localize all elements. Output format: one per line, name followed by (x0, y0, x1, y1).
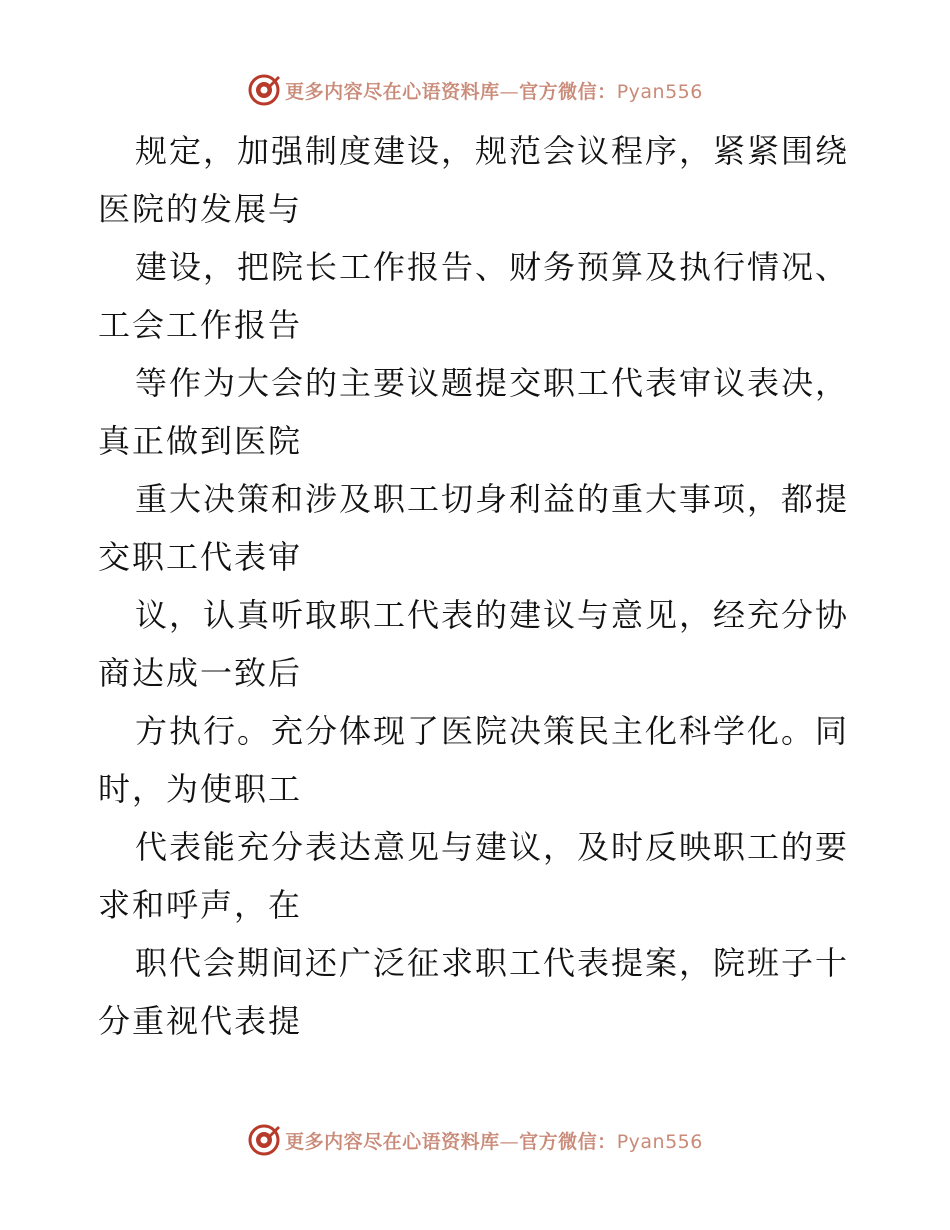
header-banner-text (285, 77, 703, 104)
footer-banner-wechat-id: Pyan556 (616, 1130, 703, 1153)
brand-logo-icon (247, 73, 281, 107)
paragraph-7: 代表能充分表达意见与建议，及时反映职工的要求和呼声，在 (98, 828, 850, 924)
footer-banner-text (285, 1127, 703, 1154)
header-banner-wechat-label: 官方微信： (519, 80, 617, 103)
footer-banner-main: 更多内容尽在心语资料库 (285, 1130, 500, 1153)
footer-banner-wechat-label: 官方微信： (519, 1130, 617, 1153)
paragraph-4: 重大决策和涉及职工切身利益的重大事项，都提交职工代表审 (98, 480, 850, 576)
paragraph-8: 职代会期间还广泛征求职工代表提案，院班子十分重视代表提 (98, 944, 850, 1040)
header-banner-separator: — (499, 80, 520, 103)
footer-banner (0, 1120, 950, 1160)
paragraph-3: 等作为大会的主要议题提交职工代表审议表决，真正做到医院 (98, 364, 850, 460)
header-banner-main: 更多内容尽在心语资料库 (285, 80, 500, 103)
paragraph-1: 规定，加强制度建设，规范会议程序，紧紧围绕医院的发展与 (98, 132, 850, 228)
paragraph-2: 建设，把院长工作报告、财务预算及执行情况、工会工作报告 (98, 248, 850, 344)
footer-banner-separator: — (499, 1130, 520, 1153)
brand-logo-icon (247, 1123, 281, 1157)
header-banner-wechat-id: Pyan556 (616, 80, 703, 103)
paragraph-5: 议，认真听取职工代表的建议与意见，经充分协商达成一致后 (98, 596, 850, 692)
paragraph-6: 方执行。充分体现了医院决策民主化科学化。同时，为使职工 (98, 712, 850, 808)
header-banner (0, 70, 950, 110)
body-text (98, 122, 858, 1050)
